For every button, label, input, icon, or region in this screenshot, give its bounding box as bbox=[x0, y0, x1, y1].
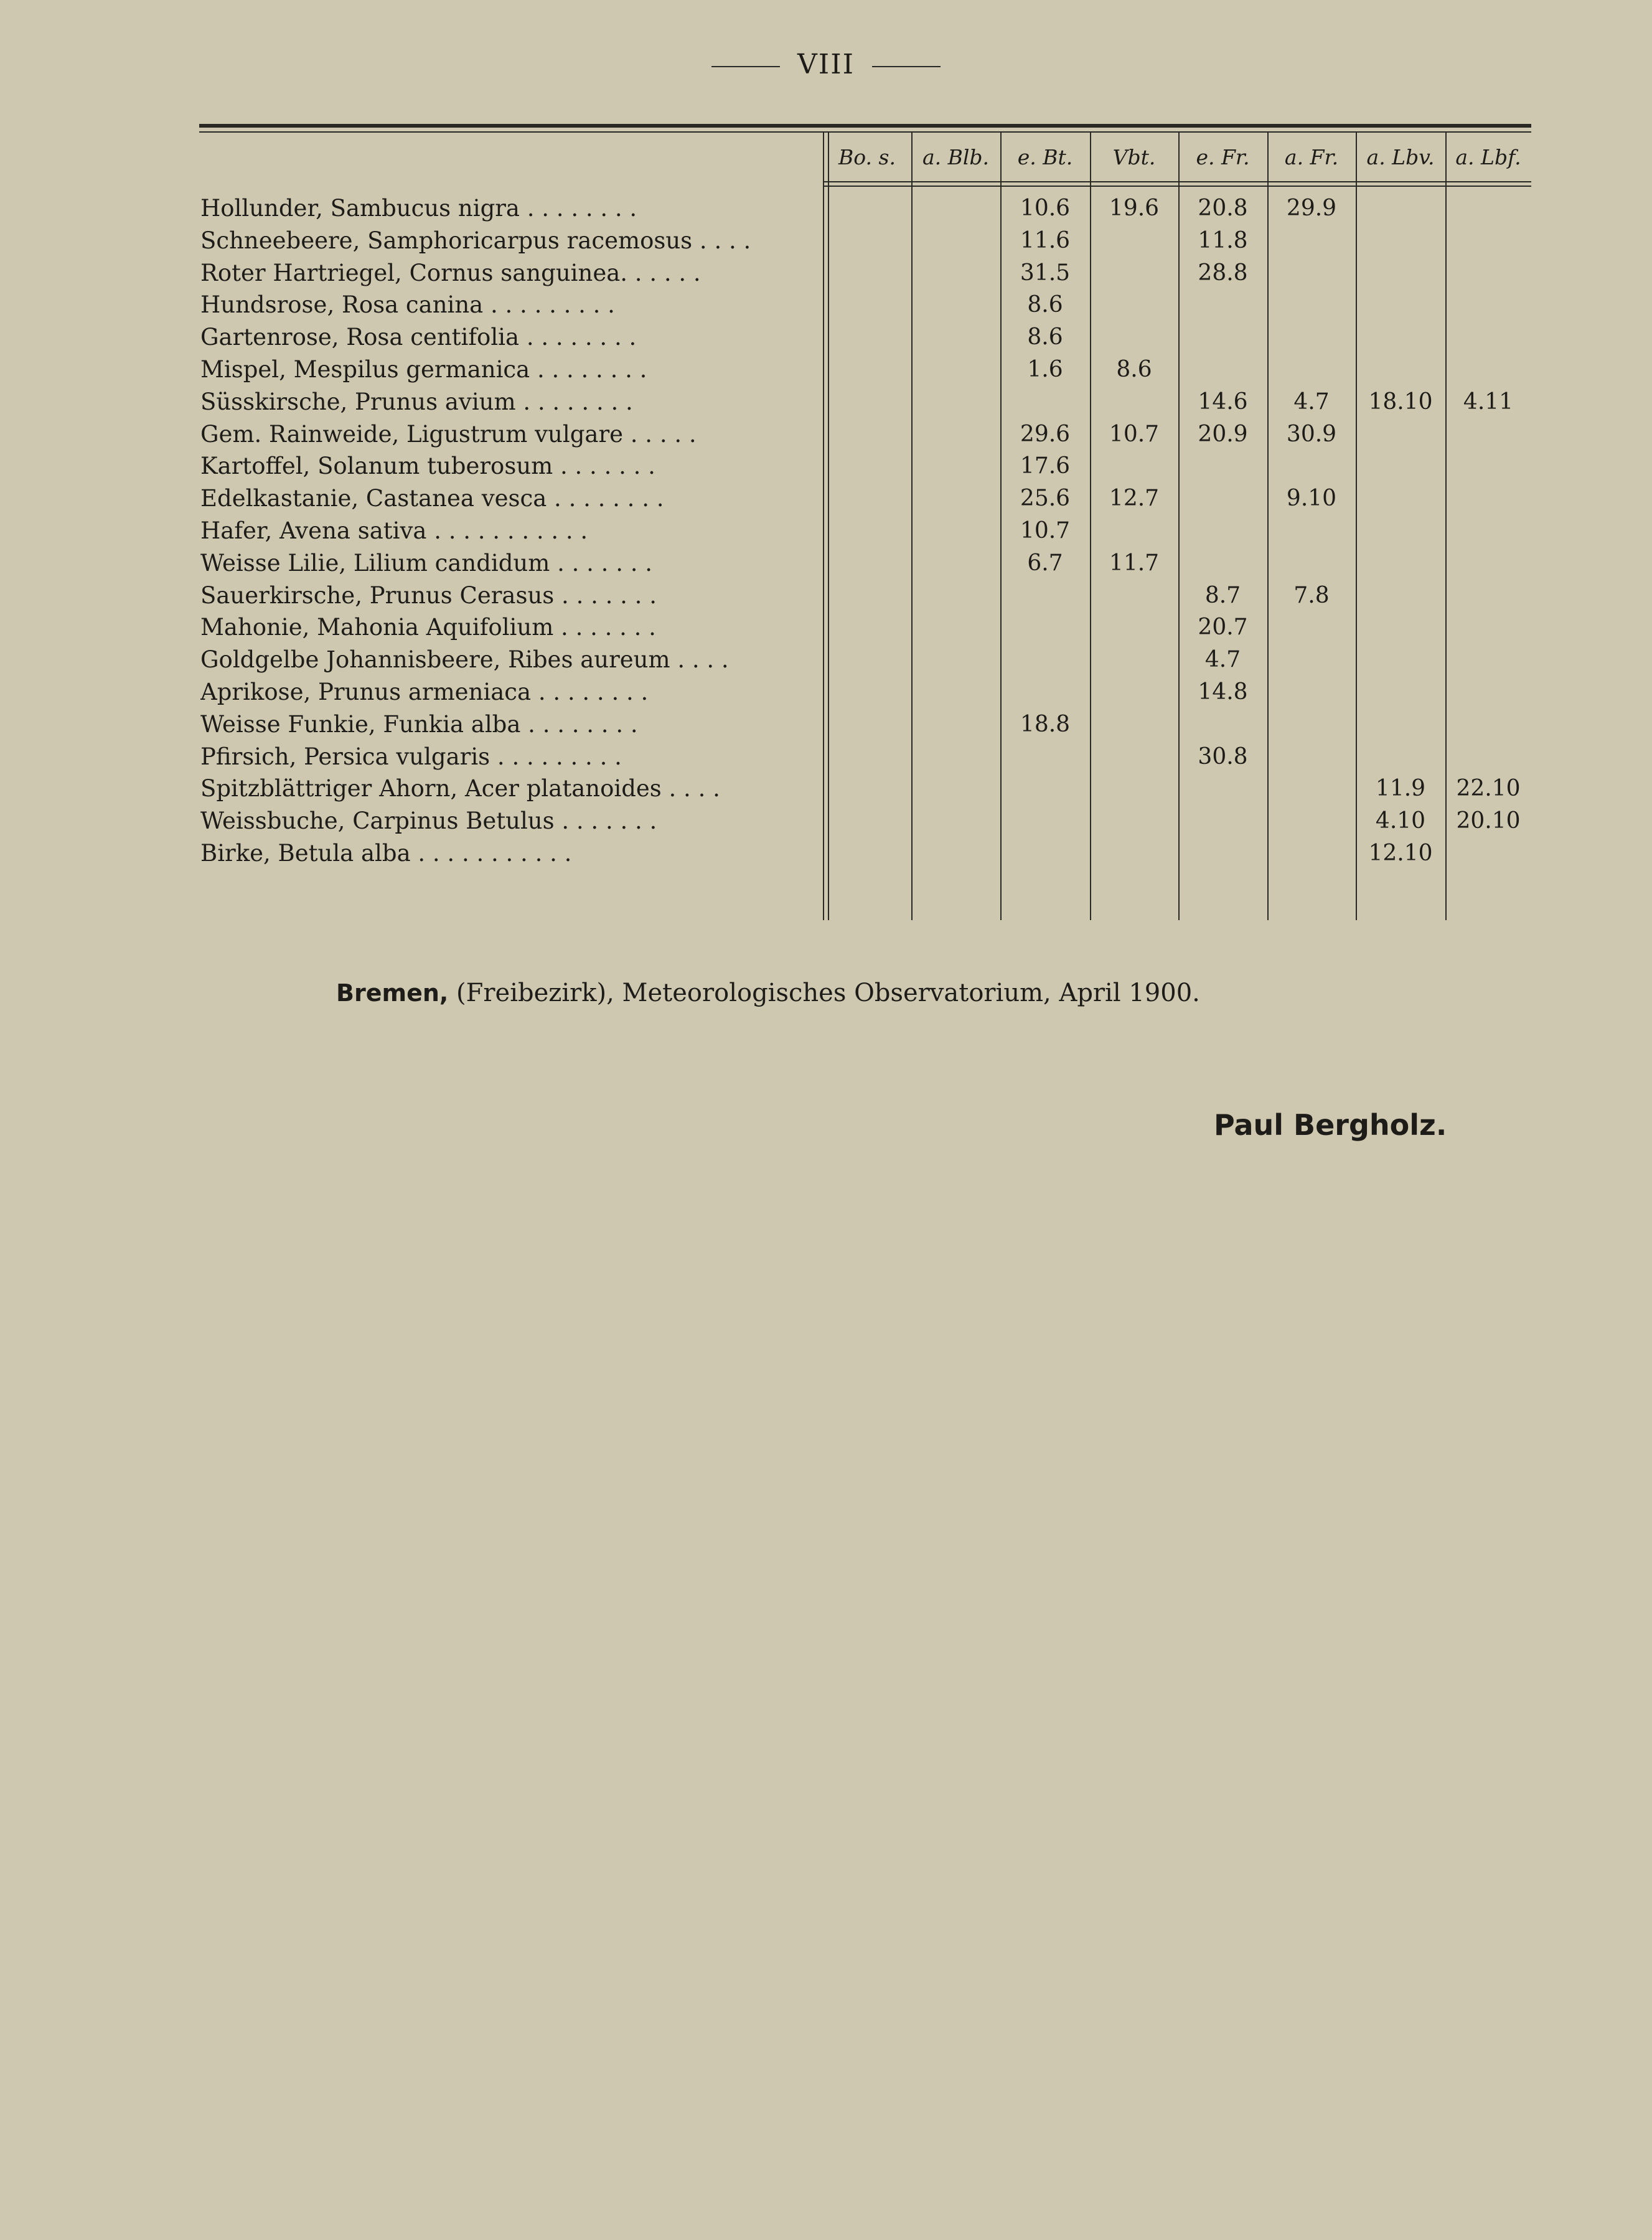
table-cell: 20.8 bbox=[1198, 195, 1248, 221]
row-label: Hollunder, Sambucus nigra . . . . . . . . bbox=[200, 195, 637, 222]
table-header-rule-double bbox=[823, 186, 1531, 187]
column-header: a. Blb. bbox=[922, 145, 990, 169]
column-divider bbox=[911, 133, 913, 920]
table-cell: 12.10 bbox=[1368, 840, 1433, 866]
table-cell: 8.7 bbox=[1204, 582, 1241, 608]
column-header: a. Lbf. bbox=[1455, 145, 1521, 169]
footer-location bbox=[336, 979, 1200, 1007]
row-label: Pfirsich, Persica vulgaris . . . . . . . . . bbox=[200, 743, 622, 770]
table-cell: 20.9 bbox=[1198, 421, 1248, 447]
column-header: e. Fr. bbox=[1196, 145, 1250, 169]
column-divider-double bbox=[828, 133, 829, 920]
column-divider bbox=[1267, 133, 1269, 920]
table-cell: 8.6 bbox=[1116, 357, 1152, 382]
column-header: Bo. s. bbox=[838, 145, 896, 169]
table-cell: 1.6 bbox=[1027, 357, 1063, 382]
column-header: Vbt. bbox=[1112, 145, 1156, 169]
table-cell: 17.6 bbox=[1020, 453, 1071, 479]
row-label: Gartenrose, Rosa centifolia . . . . . . . . bbox=[200, 324, 637, 351]
table-cell: 14.8 bbox=[1198, 679, 1248, 705]
table-cell: 11.8 bbox=[1198, 227, 1248, 253]
table-cell: 11.7 bbox=[1109, 550, 1160, 576]
footer-text: (Freibezirk), Meteorologisches Observatorium, April 1900. bbox=[448, 979, 1200, 1007]
table-cell: 18.10 bbox=[1368, 388, 1433, 415]
page-number bbox=[0, 49, 1652, 80]
row-label: Hafer, Avena sativa . . . . . . . . . . . bbox=[200, 517, 588, 544]
table-cell: 12.7 bbox=[1109, 486, 1160, 512]
table-cell: 8.6 bbox=[1027, 324, 1063, 351]
table-cell: 7.8 bbox=[1293, 582, 1330, 608]
row-label: Weisse Funkie, Funkia alba . . . . . . . . bbox=[200, 710, 638, 738]
table-cell: 18.8 bbox=[1020, 711, 1071, 737]
row-label: Sauerkirsche, Prunus Cerasus . . . . . . . bbox=[200, 581, 657, 609]
table-cell: 4.10 bbox=[1375, 808, 1426, 834]
row-label: Aprikose, Prunus armeniaca . . . . . . . . bbox=[200, 679, 649, 705]
table-cell: 20.7 bbox=[1198, 614, 1248, 641]
header-dash-left bbox=[711, 66, 780, 67]
table-cell: 20.10 bbox=[1456, 808, 1521, 834]
table-cell: 10.7 bbox=[1020, 518, 1071, 544]
table-cell: 10.6 bbox=[1020, 195, 1071, 221]
table-cell: 4.7 bbox=[1204, 647, 1241, 673]
table-cell: 29.6 bbox=[1020, 421, 1071, 447]
table-cell: 30.9 bbox=[1286, 421, 1337, 447]
column-header: e. Bt. bbox=[1017, 145, 1073, 169]
row-label: Gem. Rainweide, Ligustrum vulgare . . . . . bbox=[200, 420, 697, 448]
page-number-text: VIII bbox=[797, 49, 855, 80]
row-label: Süsskirsche, Prunus avium . . . . . . . . bbox=[200, 388, 633, 415]
table-header-rule bbox=[823, 181, 1531, 182]
row-label: Birke, Betula alba . . . . . . . . . . . bbox=[200, 840, 572, 867]
column-divider bbox=[1090, 133, 1091, 920]
signature: Paul Bergholz. bbox=[1214, 1108, 1447, 1142]
row-label: Hundsrose, Rosa canina . . . . . . . . . bbox=[200, 291, 615, 319]
column-divider bbox=[1356, 133, 1357, 920]
table-top-rule-thin bbox=[199, 131, 1531, 133]
table-cell: 11.6 bbox=[1020, 227, 1071, 253]
column-divider bbox=[1445, 133, 1447, 920]
column-header: a. Lbv. bbox=[1366, 145, 1435, 169]
table-cell: 4.11 bbox=[1463, 388, 1514, 415]
table-cell: 25.6 bbox=[1020, 486, 1071, 512]
table-cell: 10.7 bbox=[1109, 421, 1160, 447]
table-cell: 29.9 bbox=[1286, 195, 1337, 221]
table-cell: 28.8 bbox=[1198, 260, 1248, 286]
row-label: Kartoffel, Solanum tuberosum . . . . . . . bbox=[200, 453, 655, 480]
table-cell: 22.10 bbox=[1456, 776, 1521, 802]
header-dash-right bbox=[872, 66, 941, 67]
row-label: Mahonie, Mahonia Aquifolium . . . . . . . bbox=[200, 614, 656, 641]
column-header: a. Fr. bbox=[1284, 145, 1339, 169]
row-label: Weisse Lilie, Lilium candidum . . . . . . . bbox=[200, 549, 652, 576]
row-label: Goldgelbe Johannisbeere, Ribes aureum . . . . bbox=[200, 646, 729, 674]
column-divider bbox=[823, 133, 824, 920]
footer-place: Bremen, bbox=[336, 979, 449, 1007]
row-label: Weissbuche, Carpinus Betulus . . . . . . . bbox=[200, 807, 657, 835]
row-label: Roter Hartriegel, Cornus sanguinea. . . . . . bbox=[200, 259, 701, 286]
table-top-rule bbox=[199, 124, 1531, 128]
table-cell: 31.5 bbox=[1020, 260, 1071, 286]
row-label: Schneebeere, Samphoricarpus racemosus . . . . bbox=[200, 227, 751, 254]
row-label: Edelkastanie, Castanea vesca . . . . . . . . bbox=[200, 485, 664, 512]
table-cell: 14.6 bbox=[1198, 388, 1248, 415]
table-cell: 4.7 bbox=[1293, 388, 1330, 415]
table-cell: 6.7 bbox=[1027, 550, 1063, 576]
table-cell: 9.10 bbox=[1286, 486, 1337, 512]
row-label: Mispel, Mespilus germanica . . . . . . . . bbox=[200, 356, 647, 383]
table-cell: 30.8 bbox=[1198, 743, 1248, 769]
table-cell: 19.6 bbox=[1109, 195, 1160, 221]
table-cell: 11.9 bbox=[1375, 776, 1426, 802]
table-cell: 8.6 bbox=[1027, 292, 1063, 318]
row-label: Spitzblättriger Ahorn, Acer platanoides . . . . bbox=[200, 775, 720, 802]
